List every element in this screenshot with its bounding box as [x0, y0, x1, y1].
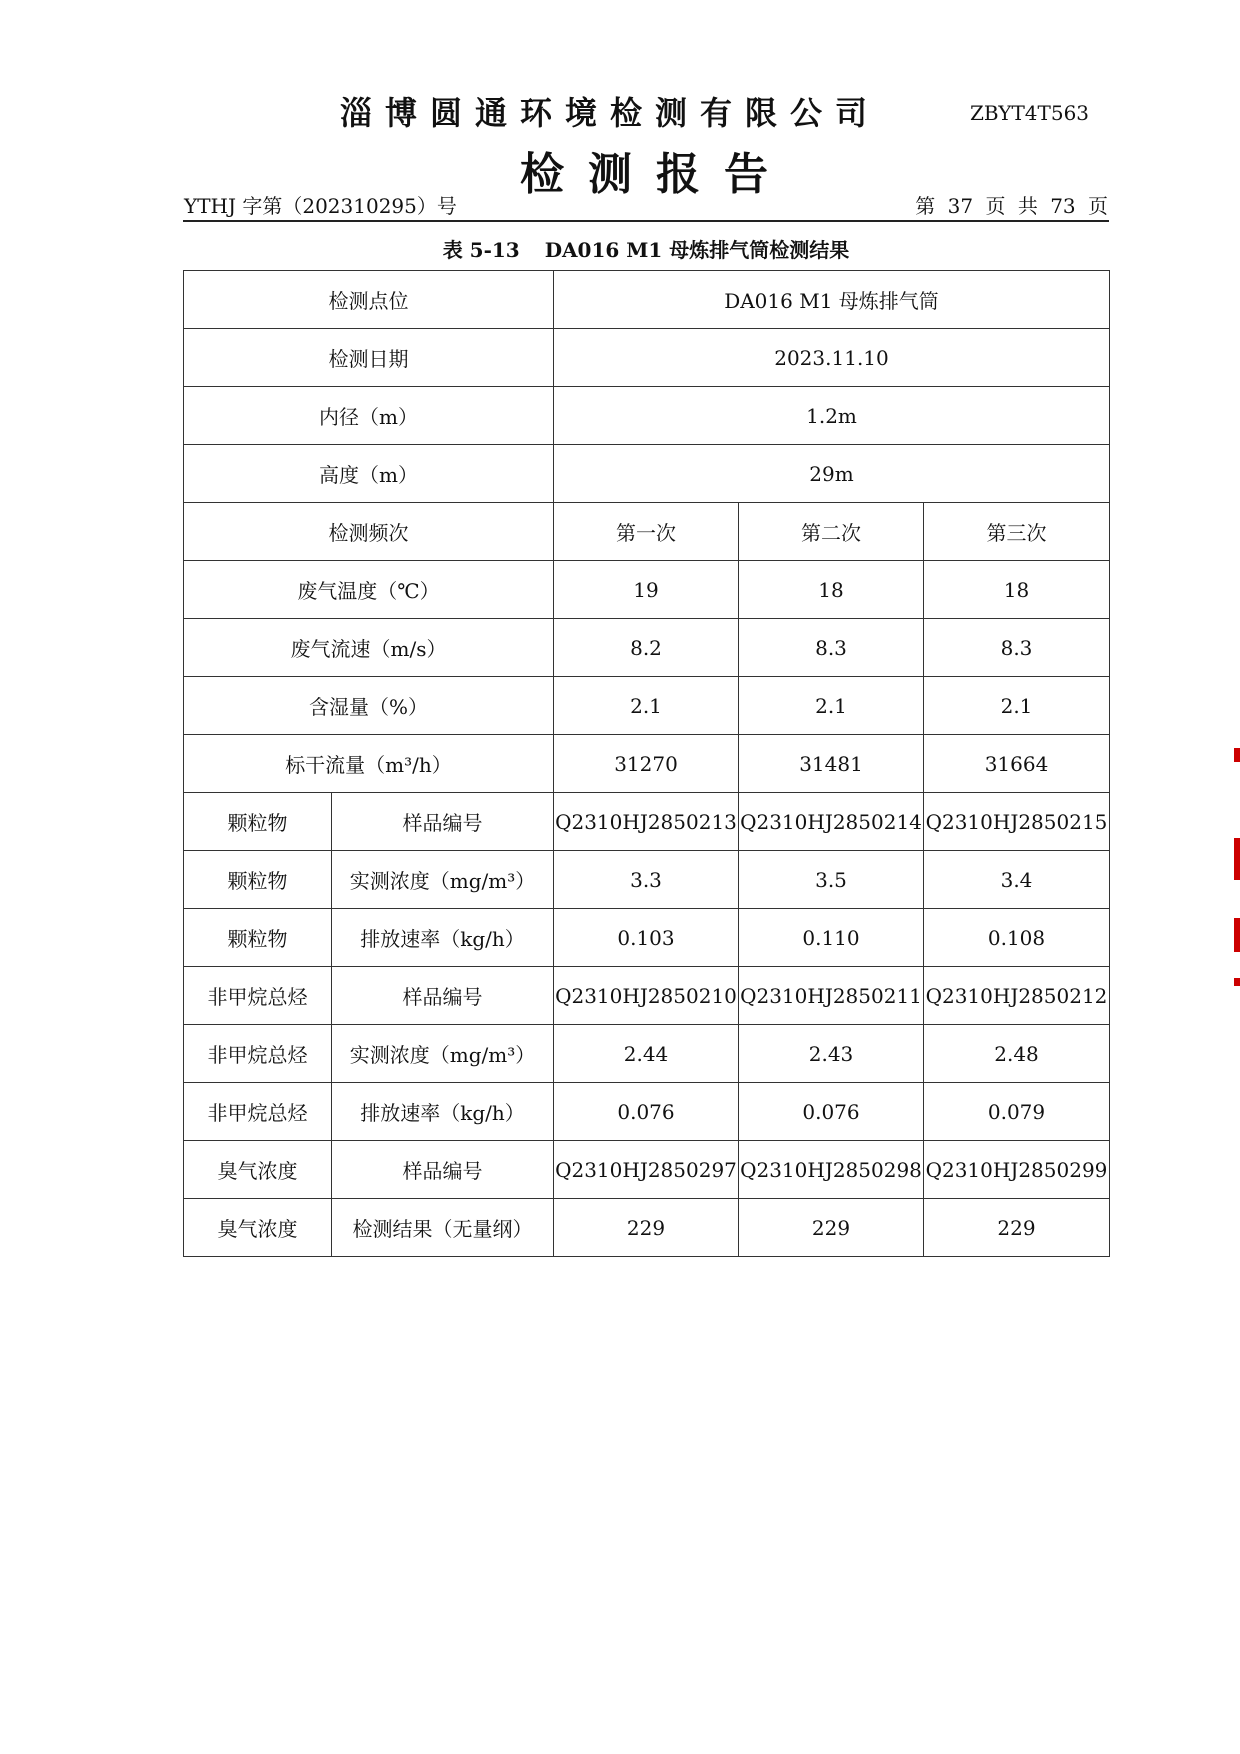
table-row-pollutant [184, 909, 1110, 967]
data-cell: 2.48 [924, 1025, 1110, 1083]
table-row-parameter [184, 677, 1110, 735]
row-label: 检测点位 [184, 271, 554, 329]
table-row-pollutant [184, 1083, 1110, 1141]
table-row-parameter [184, 735, 1110, 793]
row-label: 标干流量（m³/h） [184, 735, 554, 793]
page-total-prefix: 共 [1017, 194, 1038, 218]
table-row-info [184, 329, 1110, 387]
table-row-info [184, 387, 1110, 445]
report-title: 检测报告 [520, 149, 792, 200]
data-cell: 18 [739, 561, 924, 619]
table-row-pollutant [184, 1199, 1110, 1257]
row-label: 废气流速（m/s） [184, 619, 554, 677]
data-cell: 229 [924, 1199, 1110, 1257]
report-number: YTHJ 字第（202310295）号 [184, 194, 457, 218]
page-current: 37 [947, 194, 974, 218]
data-cell: 229 [554, 1199, 739, 1257]
data-cell: 2.43 [739, 1025, 924, 1083]
data-cell: 229 [739, 1199, 924, 1257]
frequency-header: 第二次 [739, 503, 924, 561]
header-divider [183, 220, 1109, 222]
data-cell: 2.1 [924, 677, 1110, 735]
data-cell: 31481 [739, 735, 924, 793]
row-label: 含湿量（%） [184, 677, 554, 735]
data-cell: 0.076 [554, 1083, 739, 1141]
measure-item: 排放速率（kg/h） [332, 1083, 554, 1141]
data-cell: 8.3 [924, 619, 1110, 677]
data-cell: 0.110 [739, 909, 924, 967]
data-cell: 0.076 [739, 1083, 924, 1141]
data-cell: Q2310HJ2850214 [739, 793, 924, 851]
data-cell: 19 [554, 561, 739, 619]
measure-item: 实测浓度（mg/m³） [332, 1025, 554, 1083]
table-row-parameter [184, 561, 1110, 619]
data-cell: Q2310HJ2850297 [554, 1141, 739, 1199]
row-value: 1.2m [554, 387, 1110, 445]
data-cell: 2.1 [739, 677, 924, 735]
data-cell: Q2310HJ2850212 [924, 967, 1110, 1025]
page-prefix: 第 [915, 194, 936, 218]
data-cell: 18 [924, 561, 1110, 619]
data-cell: 2.1 [554, 677, 739, 735]
row-label: 废气温度（℃） [184, 561, 554, 619]
edge-mark [1234, 978, 1240, 986]
company-name: 淄博圆通环境检测有限公司 [340, 94, 881, 132]
frequency-header: 第三次 [924, 503, 1110, 561]
row-value: DA016 M1 母炼排气筒 [554, 271, 1110, 329]
pollutant-name: 颗粒物 [184, 851, 332, 909]
edge-mark [1234, 748, 1240, 762]
data-cell: Q2310HJ2850211 [739, 967, 924, 1025]
data-cell: 3.5 [739, 851, 924, 909]
pollutant-name: 非甲烷总烃 [184, 967, 332, 1025]
data-cell: 8.3 [739, 619, 924, 677]
row-value: 2023.11.10 [554, 329, 1110, 387]
measure-item: 样品编号 [332, 793, 554, 851]
data-cell: 31270 [554, 735, 739, 793]
table-row-pollutant [184, 851, 1110, 909]
data-cell: 3.4 [924, 851, 1110, 909]
measure-item: 检测结果（无量纲） [332, 1199, 554, 1257]
data-cell: 0.103 [554, 909, 739, 967]
pollutant-name: 颗粒物 [184, 793, 332, 851]
data-cell: Q2310HJ2850210 [554, 967, 739, 1025]
data-cell: Q2310HJ2850299 [924, 1141, 1110, 1199]
table-row-frequency [184, 503, 1110, 561]
table-caption [0, 234, 1240, 263]
data-cell: 3.3 [554, 851, 739, 909]
row-label: 检测频次 [184, 503, 554, 561]
table-row-pollutant [184, 967, 1110, 1025]
measure-item: 排放速率（kg/h） [332, 909, 554, 967]
table-row-info [184, 445, 1110, 503]
table-row-pollutant [184, 793, 1110, 851]
row-label: 高度（m） [184, 445, 554, 503]
row-label: 内径（m） [184, 387, 554, 445]
data-cell: 8.2 [554, 619, 739, 677]
table-number: 表 5-13 [442, 238, 520, 262]
page-mid: 页 [985, 194, 1006, 218]
data-cell: Q2310HJ2850213 [554, 793, 739, 851]
pollutant-name: 非甲烷总烃 [184, 1083, 332, 1141]
table-row-pollutant [184, 1025, 1110, 1083]
data-cell: 0.079 [924, 1083, 1110, 1141]
table-title: DA016 M1 母炼排气筒检测结果 [544, 238, 850, 262]
measure-item: 实测浓度（mg/m³） [332, 851, 554, 909]
data-cell: Q2310HJ2850298 [739, 1141, 924, 1199]
page-indicator [909, 190, 1108, 219]
data-cell: 2.44 [554, 1025, 739, 1083]
edge-mark [1234, 838, 1240, 880]
data-cell: Q2310HJ2850215 [924, 793, 1110, 851]
data-cell: 0.108 [924, 909, 1110, 967]
pollutant-name: 颗粒物 [184, 909, 332, 967]
row-value: 29m [554, 445, 1110, 503]
row-label: 检测日期 [184, 329, 554, 387]
table-row-parameter [184, 619, 1110, 677]
pollutant-name: 臭气浓度 [184, 1199, 332, 1257]
pollutant-name: 非甲烷总烃 [184, 1025, 332, 1083]
data-cell: 31664 [924, 735, 1110, 793]
result-table-body [184, 271, 1110, 1257]
page-total: 73 [1050, 194, 1076, 218]
measure-item: 样品编号 [332, 967, 554, 1025]
page-suffix: 页 [1088, 194, 1108, 218]
frequency-header: 第一次 [554, 503, 739, 561]
table-row-pollutant [184, 1141, 1110, 1199]
measure-item: 样品编号 [332, 1141, 554, 1199]
pollutant-name: 臭气浓度 [184, 1141, 332, 1199]
table-row-info [184, 271, 1110, 329]
document-code: ZBYT4T563 [970, 101, 1090, 125]
edge-mark [1234, 918, 1240, 952]
result-table [183, 270, 1110, 1257]
